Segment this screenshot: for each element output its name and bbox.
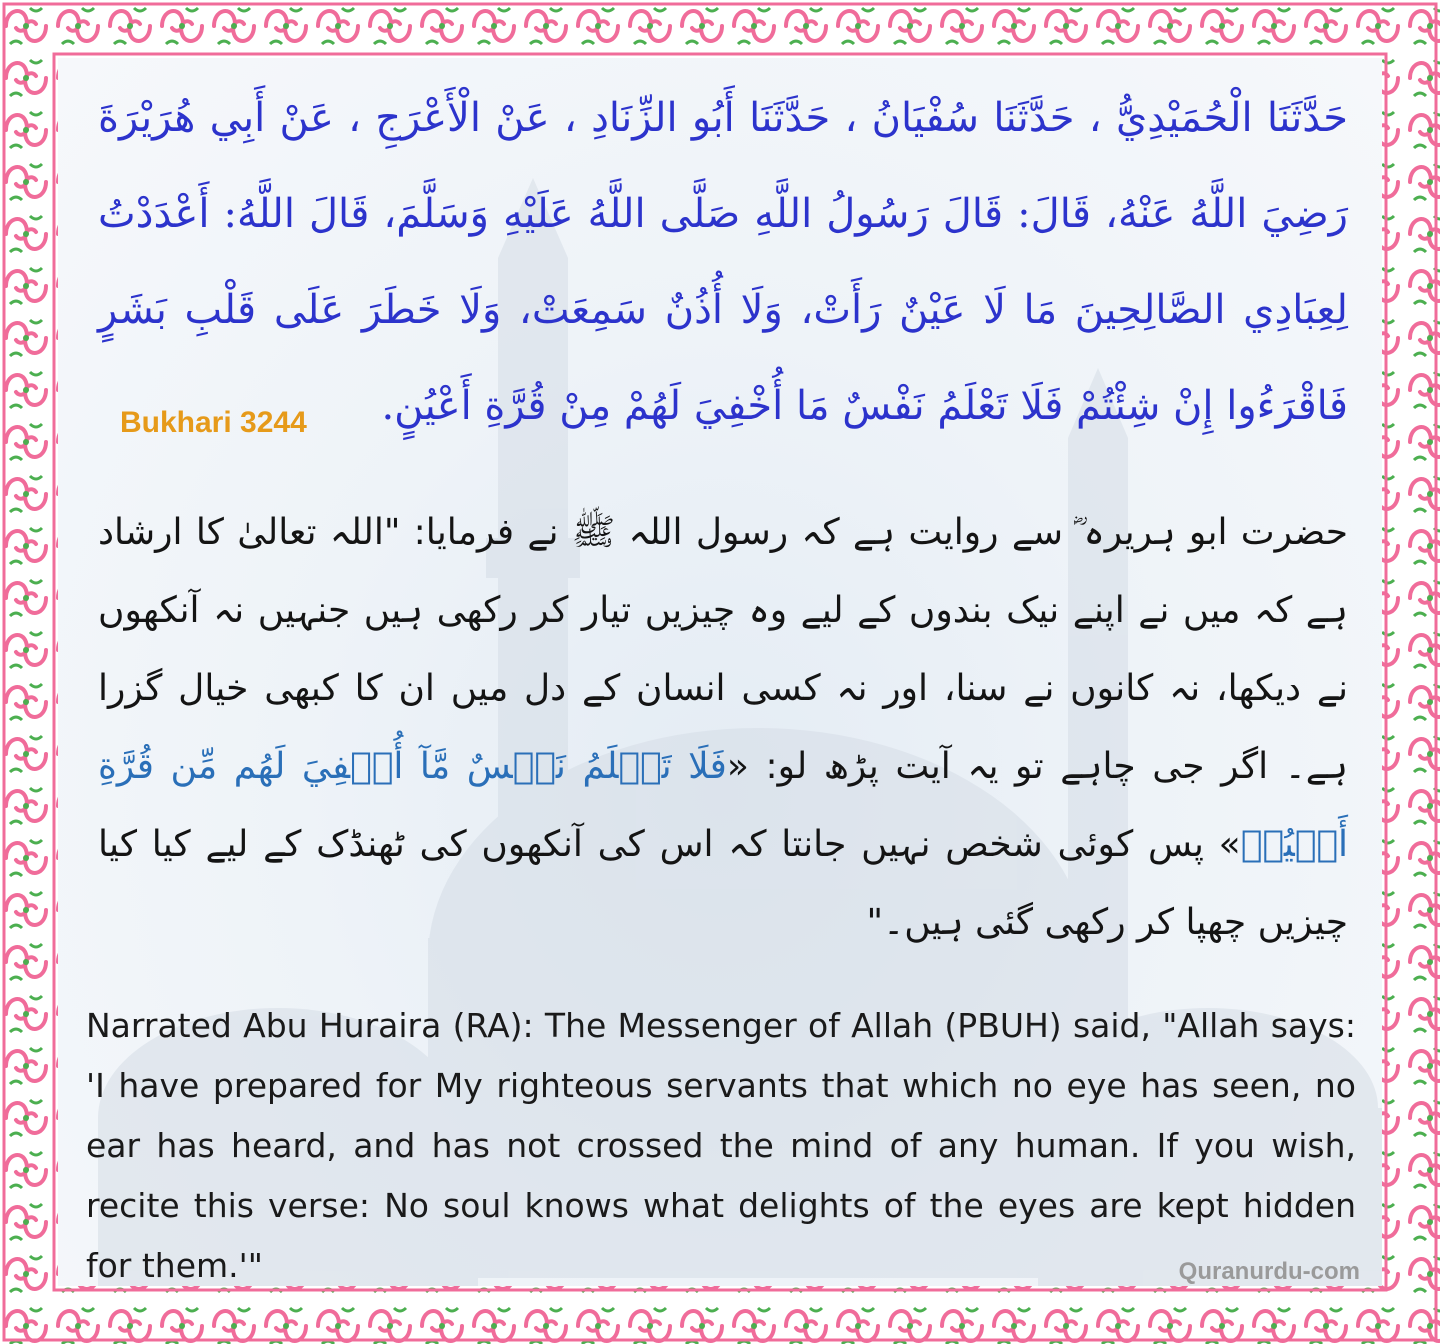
- urdu-text-part-2: » پس کوئی شخص نہیں جانتا کہ اس کی آنکھوں کی ٹھنڈک کے لیے کیا کیا چیزیں چھپا کر رکھی گئی ہیں۔": [98, 824, 1348, 943]
- content-panel: [58, 58, 1382, 1286]
- hadith-reference: Bukhari 3244: [120, 406, 307, 439]
- english-translation: Narrated Abu Huraira (RA): The Messenger of Allah (PBUH) said, "Allah says: 'I have prepared for My righteous servants that which no eye has seen, no ear has heard, and has not crossed the mind of any human. If you wish, recite this verse: No soul knows what delights of the eyes are kept hidden for them.'": [86, 1006, 1356, 1285]
- quran-verse: فَلَا تَعۡلَمُ نَفۡسٌ مَّآ أُخۡفِيَ لَهُم مِّن قُرَّةِ أَعۡيُنٖ: [98, 746, 1348, 865]
- arabic-hadith-text: حَدَّثَنَا الْحُمَيْدِيُّ ، حَدَّثَنَا سُفْيَانُ ، حَدَّثَنَا أَبُو الزِّنَادِ ، عَنْ الْأَعْرَجِ ، عَنْ أَبِي هُرَيْرَةَ رَضِيَ اللَّهُ عَنْهُ، قَالَ: قَالَ رَسُولُ اللَّهِ صَلَّى اللَّهُ عَلَيْهِ وَسَلَّمَ، قَالَ اللَّهُ: أَعْدَدْتُ لِعِبَادِي الصَّالِحِينَ مَا لَا عَيْنٌ رَأَتْ، وَلَا أُذُنٌ سَمِعَتْ، وَلَا خَطَرَ عَلَى قَلْبِ بَشَرٍ فَاقْرَءُوا إِنْ شِئْتُمْ فَلَا تَعْلَمُ نَفْسٌ مَا أُخْفِيَ لَهُمْ مِنْ قُرَّةِ أَعْيُنٍ.: [98, 95, 1348, 429]
- urdu-translation: [98, 494, 1348, 962]
- site-watermark: Quranurdu-com: [1178, 1258, 1360, 1285]
- urdu-text-part-1: حضرت ابو ہریرہ ؓ سے روایت ہے کہ رسول اللہ ﷺ نے فرمایا: "اللہ تعالیٰ کا ارشاد ہے کہ میں نے اپنے نیک بندوں کے لیے وہ چیزیں تیار کر رکھی ہیں جنہیں نہ آنکھوں نے دیکھا، نہ کانوں نے سنا، اور نہ کسی انسان کے دل میں ان کا کبھی خیال گزرا ہے۔ اگر جی چاہے تو یہ آیت پڑھ لو: «: [98, 512, 1348, 787]
